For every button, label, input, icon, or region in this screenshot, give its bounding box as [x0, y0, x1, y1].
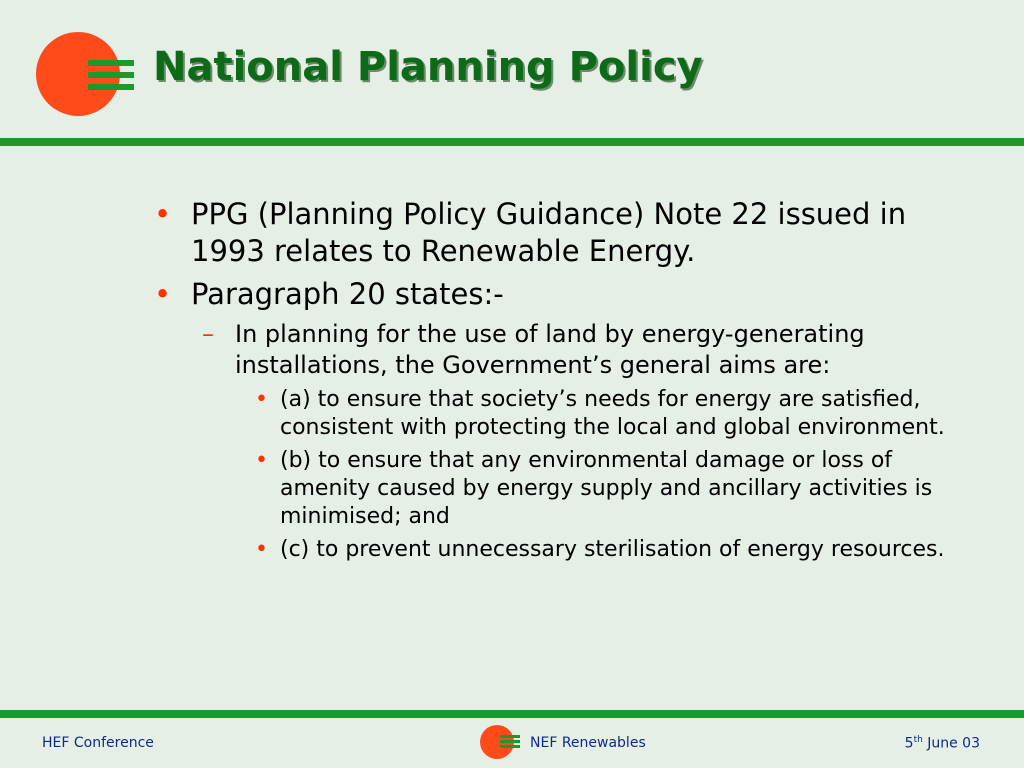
aim-item — [253, 386, 950, 442]
bullet-icon: • — [255, 537, 268, 562]
aim-text: (b) to ensure that any environmental damage or loss of amenity caused by energy supply and ancillary activities is minimised; and — [280, 448, 933, 529]
sub-bullet-item — [202, 319, 950, 381]
sub-bullet-text: In planning for the use of land by energy-generating installations, the Government’s general aims are: — [235, 320, 865, 379]
aim-item — [253, 447, 950, 531]
slide-content — [150, 196, 950, 564]
bullet-text: Paragraph 20 states:- — [191, 277, 504, 311]
aim-text: (c) to prevent unnecessary sterilisation of energy resources. — [280, 537, 945, 562]
bullet-icon: • — [255, 448, 268, 473]
footer-left: HEF Conference — [42, 735, 154, 751]
bullet-icon: • — [255, 387, 268, 412]
bullet-item — [150, 196, 950, 270]
header-divider — [0, 138, 1024, 146]
footer-logo-bars-icon — [500, 735, 520, 749]
bullet-icon: • — [154, 277, 172, 311]
logo-bars-icon — [88, 60, 134, 90]
footer-date-day: 5 — [904, 735, 914, 752]
footer-date — [905, 735, 980, 752]
bullet-item — [150, 276, 950, 313]
dash-icon: – — [202, 320, 214, 348]
aim-text: (a) to ensure that society’s needs for energy are satisfied, consistent with protecting the local and global environment. — [280, 387, 945, 440]
bullet-icon: • — [154, 197, 172, 231]
slide-title: National Planning Policy — [153, 44, 703, 90]
aim-item — [253, 536, 950, 564]
bullet-text: PPG (Planning Policy Guidance) Note 22 issued in 1993 relates to Renewable Energy. — [191, 197, 907, 268]
footer-divider — [0, 710, 1024, 718]
footer-center: NEF Renewables — [530, 735, 646, 751]
footer-date-rest: June 03 — [922, 735, 980, 752]
footer-date-suffix: th — [913, 735, 923, 745]
